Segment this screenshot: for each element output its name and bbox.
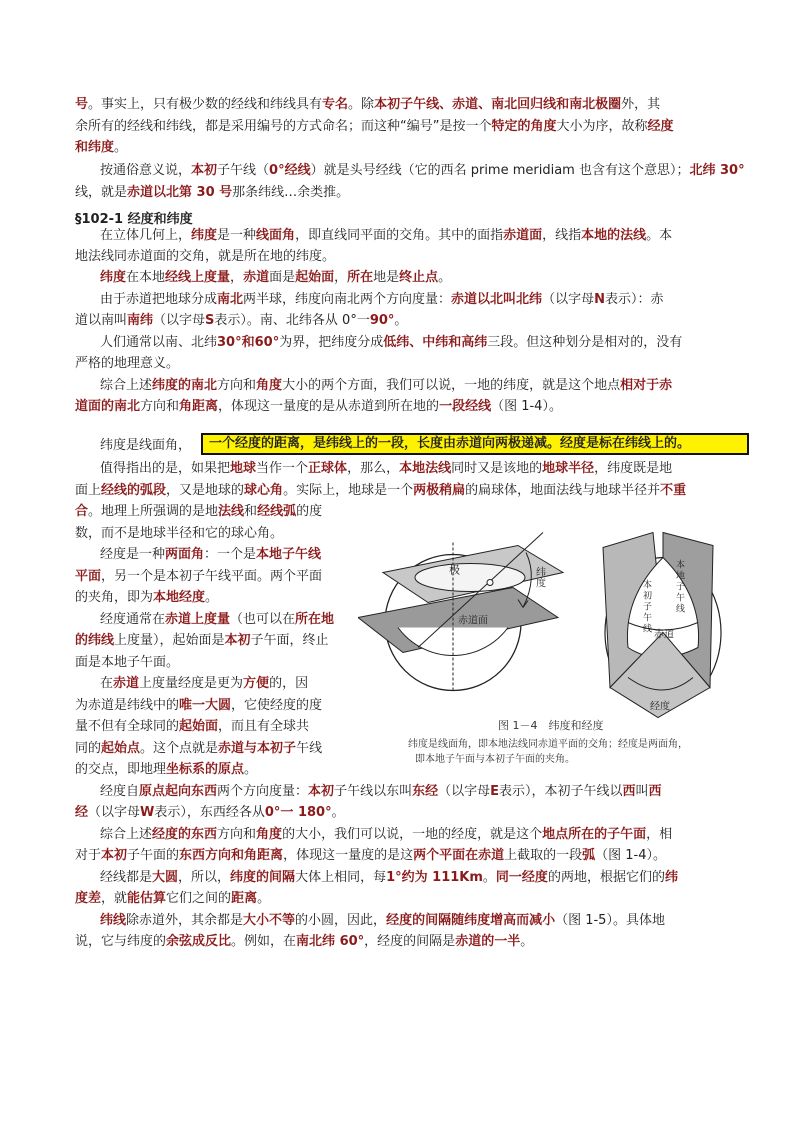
- text: ，线指: [542, 228, 582, 243]
- highlight: 纬线: [100, 913, 127, 928]
- text: 的，因: [269, 676, 309, 691]
- text: 表示），本初子午线以: [499, 784, 623, 799]
- text: 那条纬线…余类推。: [232, 185, 350, 200]
- highlight: 能估算: [127, 891, 167, 906]
- text: 表示），东西经各从: [154, 805, 265, 820]
- text: 。: [331, 805, 345, 820]
- text: 。: [438, 270, 452, 285]
- text: 余所有的经线和纬线，都是采用编号的方式命名；而这种“编号”是按一个: [75, 119, 492, 134]
- text: 的大小，我们可以说，一地的经度，就是这个: [282, 827, 543, 842]
- label-local-meridian: 本地子午线: [676, 560, 686, 615]
- highlight: 余弦成反比: [166, 934, 232, 949]
- highlight: 东经: [412, 784, 439, 799]
- highlight: S: [205, 313, 215, 328]
- text-line: [100, 333, 682, 353]
- text: 子午面，终止: [250, 633, 329, 648]
- text: 人们通常以南、北纬: [100, 335, 218, 350]
- text: 表示）：赤: [604, 292, 664, 307]
- text-line: [75, 717, 309, 737]
- highlight: 正球体: [308, 461, 348, 476]
- text: ，: [334, 270, 348, 285]
- text: 子午面的: [127, 848, 180, 863]
- highlight: 方便: [243, 676, 270, 691]
- text-line: [75, 524, 283, 544]
- figure-caption-title: 图 1－4 纬度和经度: [498, 719, 604, 732]
- text: ，即直线同平面的交角。其中的面指: [295, 228, 504, 243]
- text-line: [75, 397, 562, 417]
- highlight: 东西方向和角距离: [179, 848, 284, 863]
- highlight: 南北纬 60°: [296, 934, 365, 949]
- text: ，纬度既是地: [594, 461, 673, 476]
- highlight: 本初: [308, 784, 335, 799]
- text: 方向和: [140, 399, 180, 414]
- highlight: 角度: [256, 378, 283, 393]
- text: 面是本地子午面。: [75, 655, 180, 670]
- highlight: 一段经线: [439, 399, 492, 414]
- highlight: 经线弧: [257, 504, 297, 519]
- text-line: [75, 354, 179, 374]
- highlight: 赤道: [113, 676, 140, 691]
- text-line: [100, 868, 678, 888]
- highlight: 角距离: [179, 399, 219, 414]
- text: 同的: [75, 741, 102, 756]
- text: 。: [205, 590, 219, 605]
- text: 量不但有全球同的: [75, 719, 180, 734]
- text: 的夹角，即为: [75, 590, 154, 605]
- highlight: 1°约为 111Km: [386, 870, 483, 885]
- highlight: E: [490, 784, 499, 799]
- text-line: [100, 459, 672, 479]
- highlight: 地球: [230, 461, 257, 476]
- text: （图 1-4）。: [595, 848, 666, 863]
- highlight: 起始点: [101, 741, 141, 756]
- text: 的扁球体，地面法线与地球半径并: [465, 483, 661, 498]
- text: 经度是一种: [100, 547, 166, 562]
- text: 午线: [296, 741, 323, 756]
- text-line: [75, 653, 179, 673]
- text-line: [100, 161, 745, 181]
- highlight: 唯一大圆: [179, 698, 232, 713]
- text-line: [100, 290, 663, 310]
- highlight: 本地法线: [399, 461, 452, 476]
- highlight: 低纬、中纬和高纬: [383, 335, 488, 350]
- highlight: 两极稍扁: [413, 483, 466, 498]
- text-line: [75, 502, 322, 522]
- section-heading: §102-1 经度和纬度: [75, 212, 193, 227]
- highlight: 特定的角度: [491, 119, 557, 134]
- highlight: 纬度的间隔: [230, 870, 296, 885]
- text: 方向和: [217, 378, 257, 393]
- text: ，: [230, 270, 244, 285]
- text: 的交点，即地理: [75, 762, 167, 777]
- text-line: [75, 311, 407, 331]
- text: 两个方向度量：: [217, 784, 309, 799]
- text: 按通俗意义说，: [100, 163, 192, 178]
- highlight: 本初: [191, 163, 218, 178]
- text: 。: [520, 934, 534, 949]
- label-prime-meridian: 本初子午线: [643, 580, 653, 635]
- text-line: [75, 481, 686, 501]
- highlight: 经线上度量: [165, 270, 231, 285]
- highlight: 号: [75, 97, 89, 112]
- text: ，体现这一量度的是从赤道到所在地的: [218, 399, 440, 414]
- text: （以字母: [438, 784, 491, 799]
- highlight: 经度的间隔随纬度增高而减小: [386, 913, 556, 928]
- text: 经线都是: [100, 870, 153, 885]
- highlight: 纬度: [100, 270, 127, 285]
- highlight: 和纬度: [75, 140, 115, 155]
- text: 同时又是该地的: [451, 461, 543, 476]
- highlight: 专名: [322, 97, 349, 112]
- text: 子午线以东叫: [334, 784, 413, 799]
- text: ）就是头号经线（它的西名 prime meridiam 也含有这个意思）；: [310, 163, 690, 178]
- text-line: [75, 567, 322, 587]
- text: 当作一个: [256, 461, 309, 476]
- text: 。: [114, 140, 128, 155]
- text: （以字母: [153, 313, 206, 328]
- highlight: 两个平面在赤道: [413, 848, 505, 863]
- text: 。: [257, 891, 271, 906]
- text: 综合上述: [100, 378, 153, 393]
- text: 值得指出的是，如果把: [100, 461, 231, 476]
- highlight: 原点起向东西: [139, 784, 218, 799]
- highlight: 南纬: [127, 313, 154, 328]
- highlight: 30°和60°: [217, 335, 280, 350]
- text-line: [100, 825, 672, 845]
- text-line: [100, 268, 451, 288]
- highlight: 合: [75, 504, 89, 519]
- text: 上度量），起始面是: [114, 633, 225, 648]
- text: 道以南叫: [75, 313, 128, 328]
- text: 线，就是: [75, 185, 128, 200]
- text: 和: [244, 504, 258, 519]
- text-line: [100, 610, 334, 630]
- text: 数，而不是地球半径和它的球心角。: [75, 526, 284, 541]
- text: ，另一个是本初子午线平面。两个平面: [101, 569, 323, 584]
- highlight: 本初: [224, 633, 251, 648]
- text-line: [75, 696, 322, 716]
- text: （以字母: [542, 292, 595, 307]
- text: 对于: [75, 848, 102, 863]
- highlight: 角度: [256, 827, 283, 842]
- highlight: 赤道以北叫北纬: [451, 292, 543, 307]
- text-line: [75, 846, 666, 866]
- text: 。这个点就是: [140, 741, 219, 756]
- text-line: [100, 911, 665, 931]
- text-line: [100, 376, 672, 396]
- text: ，又是地球的: [166, 483, 245, 498]
- text-line: [75, 760, 257, 780]
- highlight: 终止点: [399, 270, 439, 285]
- text: 为赤道是纬线中的: [75, 698, 180, 713]
- text: （图 1-4）。: [491, 399, 562, 414]
- highlight: 本地子午线: [256, 547, 322, 562]
- text: 说，它与纬度的: [75, 934, 167, 949]
- highlight: 法线: [218, 504, 245, 519]
- highlight: 距离: [231, 891, 258, 906]
- text: 它们之间的: [166, 891, 232, 906]
- highlight: 西: [648, 784, 662, 799]
- highlight: 经度的东西: [152, 827, 218, 842]
- text: 。本: [646, 228, 673, 243]
- text-line: [100, 545, 321, 565]
- highlight: 纬: [664, 870, 678, 885]
- text: 是一种: [217, 228, 257, 243]
- text: 。事实上，只有极少数的经线和纬线具有: [88, 97, 323, 112]
- text-line: [75, 889, 270, 909]
- highlight: 平面: [75, 569, 102, 584]
- highlight: 起始面: [179, 719, 219, 734]
- highlight: 地球半径: [542, 461, 595, 476]
- text-line: [75, 631, 329, 651]
- text: 面是: [269, 270, 296, 285]
- text: 地法线同赤道面的交角，就是所在地的纬度。: [75, 249, 336, 264]
- text: 经度自: [100, 784, 140, 799]
- label-equator-plane: 赤道面: [458, 615, 488, 627]
- highlight: 赤道上度量: [165, 612, 231, 627]
- highlight: 西: [622, 784, 636, 799]
- text: 大小的两个方面，我们可以说，一地的纬度，就是这个地点: [282, 378, 621, 393]
- text: ，它使经度的度: [231, 698, 323, 713]
- highlight: 球心角: [244, 483, 284, 498]
- text: 由于赤道把地球分成: [100, 292, 218, 307]
- highlight: 纬度的南北: [152, 378, 218, 393]
- highlight: 不重: [660, 483, 687, 498]
- text: 面上: [75, 483, 102, 498]
- text: 地是: [373, 270, 400, 285]
- text: 的度: [296, 504, 323, 519]
- highlight: 南北: [217, 292, 244, 307]
- text: 。: [394, 313, 408, 328]
- text: 。例如，在: [231, 934, 297, 949]
- text: ：一个是: [204, 547, 257, 562]
- text: 在立体几何上，: [100, 228, 192, 243]
- text-line: [75, 95, 660, 115]
- wedge-longitude-diagram: [603, 533, 721, 718]
- text-line: [75, 117, 674, 137]
- text: 在本地: [126, 270, 166, 285]
- text: ，而且有全球共: [218, 719, 310, 734]
- highlight: 弧: [582, 848, 596, 863]
- highlight: 两面角: [165, 547, 205, 562]
- highlight: 大小不等: [243, 913, 296, 928]
- text: 上截取的一段: [504, 848, 583, 863]
- text: （也可以在: [230, 612, 296, 627]
- text-line: [100, 226, 672, 246]
- highlight: 起始面: [295, 270, 335, 285]
- highlight: 北纬 30°: [689, 163, 745, 178]
- highlight: 经线的弧段: [101, 483, 167, 498]
- text: 严格的地理意义。: [75, 356, 180, 371]
- label-pole: 极: [449, 563, 460, 577]
- text: （图 1-5）。具体地: [555, 913, 665, 928]
- text-line: [100, 436, 191, 456]
- text: 三段。但这种划分是相对的，没有: [487, 335, 683, 350]
- highlight: 大圆: [152, 870, 179, 885]
- highlight: 本初子午线、赤道、南北回归线和南北极圈: [374, 97, 622, 112]
- highlight: 90°: [369, 313, 395, 328]
- text: ，那么，: [347, 461, 400, 476]
- text-line: [100, 674, 308, 694]
- highlight: 赤道的一半: [455, 934, 521, 949]
- text: 表示）。南、北纬各从 0°一: [214, 313, 370, 328]
- highlight: 0°一 180°: [264, 805, 332, 820]
- highlight: 本地的法线: [581, 228, 647, 243]
- highlight: 的纬线: [75, 633, 115, 648]
- highlight: 经: [75, 805, 89, 820]
- highlight: 道面的南北: [75, 399, 141, 414]
- highlight: 所在: [347, 270, 374, 285]
- text-line: [75, 739, 322, 759]
- highlight: 本初: [101, 848, 128, 863]
- text-line: [75, 932, 533, 952]
- text-line: [75, 588, 218, 608]
- text: 除赤道外，其余都是: [126, 913, 244, 928]
- highlight: 赤道面: [503, 228, 543, 243]
- text: 大体上相同，每: [295, 870, 387, 885]
- sphere-latitude-diagram: [358, 533, 563, 693]
- highlight: 赤道: [243, 270, 270, 285]
- highlight: 纬度: [191, 228, 218, 243]
- text-line: [75, 183, 349, 203]
- highlight: W: [140, 805, 155, 820]
- figure-caption-line2: 即本地子午面与本初子午面的夹角。: [415, 754, 575, 765]
- highlight: 0°经线: [269, 163, 311, 178]
- text: 子午线（: [217, 163, 270, 178]
- text: 在: [100, 676, 114, 691]
- highlight: 相对于赤: [620, 378, 673, 393]
- text: ，经度的间隔是: [364, 934, 456, 949]
- text: 大小为序，故称: [556, 119, 648, 134]
- text: ，就: [101, 891, 128, 906]
- highlight: 赤道与本初子: [218, 741, 297, 756]
- text: 。地理上所强调的是地: [88, 504, 219, 519]
- text: ，体现这一量度的是这: [283, 848, 414, 863]
- highlight: 赤道以北第 30 号: [127, 185, 233, 200]
- highlight: 本地经度: [153, 590, 206, 605]
- text-line: [75, 803, 345, 823]
- figure-caption-line1: 纬度是线面角，即本地法线同赤道平面的交角；经度是两面角，: [408, 739, 688, 750]
- highlight: N: [594, 292, 605, 307]
- text: 外，其: [621, 97, 661, 112]
- text: 。除: [348, 97, 375, 112]
- text: ，所以，: [178, 870, 231, 885]
- highlight: 所在地: [295, 612, 335, 627]
- text: 综合上述: [100, 827, 153, 842]
- highlight: 地点所在的子午面: [542, 827, 647, 842]
- highlight: 同一经度: [495, 870, 548, 885]
- text: 的小圆，因此，: [295, 913, 387, 928]
- label-latitude: 纬度: [536, 567, 546, 590]
- text: 叫: [635, 784, 649, 799]
- text: 方向和: [217, 827, 257, 842]
- highlight: 线面角: [256, 228, 296, 243]
- text: 两半球，纬度向南北两个方向度量：: [243, 292, 452, 307]
- text: 。实际上，地球是一个: [283, 483, 414, 498]
- text: 为界，把纬度分成: [279, 335, 384, 350]
- text-line: [75, 247, 335, 267]
- text: 的两地，根据它们的: [547, 870, 665, 885]
- label-longitude: 经度: [650, 701, 670, 713]
- text: （以字母: [88, 805, 141, 820]
- highlight: 度差: [75, 891, 102, 906]
- label-equator: 赤道: [654, 629, 674, 641]
- text: 。: [244, 762, 258, 777]
- text: ，相: [646, 827, 673, 842]
- text-line: [100, 782, 662, 802]
- callout-note: 一个经度的距离，是纬线上的一段，长度由赤道向两极递减。经度是标在纬线上的。: [201, 433, 749, 455]
- text: 纬度是线面角，: [100, 438, 192, 453]
- highlight: 经度: [647, 119, 674, 134]
- text: 经度通常在: [100, 612, 166, 627]
- highlight: 坐标系的原点: [166, 762, 245, 777]
- text-line: [75, 138, 127, 158]
- text: 上度量经度是更为: [139, 676, 244, 691]
- text: 。: [482, 870, 496, 885]
